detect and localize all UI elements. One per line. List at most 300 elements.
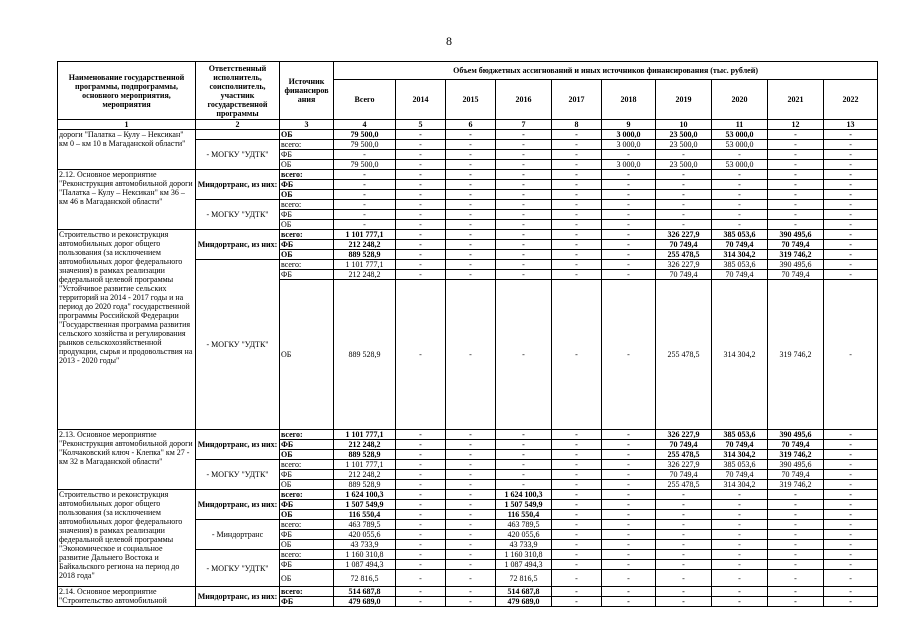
- row-year-value: -: [552, 170, 602, 180]
- row-source: ОБ: [280, 570, 334, 587]
- row-year-value: -: [824, 230, 878, 240]
- row-year-value: -: [712, 500, 768, 510]
- row-year-value: -: [768, 170, 824, 180]
- row-total: 116 550,4: [334, 510, 396, 520]
- row-year-value: 314 304,2: [712, 450, 768, 460]
- row-year-value: -: [396, 130, 446, 140]
- row-year-value: 319 746,2: [768, 480, 824, 490]
- row-year-value: -: [656, 180, 712, 190]
- row-year-value: -: [446, 520, 496, 530]
- column-number: 11: [712, 120, 768, 130]
- row-year-value: 23 500,0: [656, 130, 712, 140]
- row-year-value: -: [396, 210, 446, 220]
- column-number: 7: [496, 120, 552, 130]
- row-year-value: -: [656, 500, 712, 510]
- row-year-value: 514 687,8: [496, 587, 552, 597]
- row-executor: - МОГКУ "УДТК": [196, 140, 280, 170]
- row-source: ФБ: [280, 560, 334, 570]
- row-year-value: -: [656, 520, 712, 530]
- row-year-value: -: [446, 250, 496, 260]
- row-total: 1 624 100,3: [334, 490, 396, 500]
- row-source: всего:: [280, 490, 334, 500]
- row-year-value: -: [396, 150, 446, 160]
- row-year-value: -: [602, 570, 656, 587]
- row-year-value: -: [712, 550, 768, 560]
- row-year-value: -: [446, 210, 496, 220]
- row-year-value: 70 749,4: [768, 440, 824, 450]
- row-year-value: -: [602, 150, 656, 160]
- row-executor: - МОГКУ "УДТК": [196, 200, 280, 230]
- row-year-value: -: [552, 180, 602, 190]
- row-year-value: -: [446, 490, 496, 500]
- row-year-value: -: [552, 160, 602, 170]
- row-year-value: -: [552, 450, 602, 460]
- row-year-value: -: [552, 570, 602, 587]
- row-year-value: 72 816,5: [496, 570, 552, 587]
- row-year-value: -: [446, 450, 496, 460]
- row-year-value: -: [768, 160, 824, 170]
- row-year-value: -: [552, 190, 602, 200]
- column-number: 6: [446, 120, 496, 130]
- row-year-value: -: [824, 270, 878, 280]
- row-year-value: 1 087 494,3: [496, 560, 552, 570]
- row-year-value: -: [824, 180, 878, 190]
- row-year-value: -: [496, 430, 552, 440]
- row-year-value: -: [446, 240, 496, 250]
- row-year-value: 70 749,4: [712, 440, 768, 450]
- header-year: 2017: [552, 80, 602, 120]
- row-year-value: -: [824, 280, 878, 430]
- row-year-value: -: [768, 520, 824, 530]
- row-year-value: -: [602, 597, 656, 607]
- row-year-value: -: [396, 140, 446, 150]
- table-row: [58, 130, 878, 140]
- row-year-value: -: [712, 180, 768, 190]
- row-year-value: -: [712, 490, 768, 500]
- row-year-value: -: [446, 460, 496, 470]
- row-year-value: -: [824, 240, 878, 250]
- row-total: 72 816,5: [334, 570, 396, 587]
- row-year-value: -: [824, 200, 878, 210]
- row-year-value: -: [712, 560, 768, 570]
- row-year-value: -: [396, 460, 446, 470]
- row-total: 79 500,0: [334, 140, 396, 150]
- row-year-value: 385 053,6: [712, 430, 768, 440]
- row-source: ОБ: [280, 480, 334, 490]
- row-year-value: -: [712, 587, 768, 597]
- row-year-value: -: [602, 180, 656, 190]
- row-year-value: -: [396, 190, 446, 200]
- row-year-value: -: [602, 430, 656, 440]
- row-year-value: -: [552, 510, 602, 520]
- row-year-value: -: [824, 160, 878, 170]
- row-total: 889 528,9: [334, 450, 396, 460]
- row-year-value: 255 478,5: [656, 280, 712, 430]
- row-year-value: -: [712, 200, 768, 210]
- row-total: 889 528,9: [334, 480, 396, 490]
- row-year-value: -: [496, 250, 552, 260]
- row-year-value: -: [656, 560, 712, 570]
- row-total: 463 789,5: [334, 520, 396, 530]
- row-year-value: 319 746,2: [768, 280, 824, 430]
- row-year-value: -: [496, 230, 552, 240]
- row-total: -: [334, 210, 396, 220]
- row-year-value: -: [602, 510, 656, 520]
- row-total: 212 248,2: [334, 470, 396, 480]
- row-year-value: -: [446, 530, 496, 540]
- row-source: ФБ: [280, 440, 334, 450]
- row-total: -: [334, 180, 396, 190]
- row-year-value: -: [552, 560, 602, 570]
- row-year-value: -: [552, 587, 602, 597]
- row-year-value: -: [768, 587, 824, 597]
- row-year-value: -: [496, 200, 552, 210]
- row-year-value: -: [824, 520, 878, 530]
- row-year-value: -: [768, 530, 824, 540]
- row-year-value: -: [602, 210, 656, 220]
- row-year-value: -: [446, 540, 496, 550]
- row-year-value: 70 749,4: [656, 240, 712, 250]
- row-year-value: -: [768, 150, 824, 160]
- row-year-value: -: [446, 150, 496, 160]
- row-year-value: -: [496, 460, 552, 470]
- row-year-value: -: [396, 570, 446, 587]
- row-year-value: -: [496, 180, 552, 190]
- row-year-value: -: [768, 190, 824, 200]
- row-year-value: -: [446, 270, 496, 280]
- row-year-value: -: [602, 260, 656, 270]
- row-year-value: 70 749,4: [656, 470, 712, 480]
- row-year-value: -: [712, 530, 768, 540]
- row-year-value: 314 304,2: [712, 250, 768, 260]
- row-source: ФБ: [280, 150, 334, 160]
- row-year-value: -: [552, 200, 602, 210]
- row-executor: - МОГКУ "УДТК": [196, 460, 280, 490]
- row-year-value: -: [552, 210, 602, 220]
- row-year-value: -: [496, 150, 552, 160]
- row-total: -: [334, 200, 396, 210]
- row-year-value: -: [712, 510, 768, 520]
- header-year: 2021: [768, 80, 824, 120]
- row-year-value: -: [496, 240, 552, 250]
- row-year-value: -: [446, 560, 496, 570]
- row-year-value: 53 000,0: [712, 160, 768, 170]
- row-year-value: 70 749,4: [768, 470, 824, 480]
- header-year: 2016: [496, 80, 552, 120]
- row-year-value: -: [552, 280, 602, 430]
- row-executor: Миндортранс, из них:: [196, 490, 280, 520]
- row-year-value: -: [446, 550, 496, 560]
- row-total: 420 055,6: [334, 530, 396, 540]
- row-year-value: -: [712, 220, 768, 230]
- row-total: 889 528,9: [334, 250, 396, 260]
- row-total: 212 248,2: [334, 440, 396, 450]
- row-year-value: -: [824, 530, 878, 540]
- row-source: ОБ: [280, 220, 334, 230]
- column-number: 12: [768, 120, 824, 130]
- row-year-value: -: [712, 570, 768, 587]
- row-year-value: -: [446, 230, 496, 240]
- row-year-value: -: [496, 470, 552, 480]
- row-total: 212 248,2: [334, 270, 396, 280]
- row-year-value: -: [824, 220, 878, 230]
- row-year-value: -: [446, 160, 496, 170]
- row-executor: Миндортранс, из них:: [196, 587, 280, 607]
- row-year-value: -: [446, 597, 496, 607]
- row-source: ОБ: [280, 540, 334, 550]
- row-year-value: -: [824, 490, 878, 500]
- row-source: ФБ: [280, 530, 334, 540]
- row-year-value: -: [602, 520, 656, 530]
- row-source: ОБ: [280, 250, 334, 260]
- row-year-value: -: [712, 597, 768, 607]
- row-year-value: -: [824, 440, 878, 450]
- row-year-value: -: [768, 500, 824, 510]
- row-year-value: -: [446, 470, 496, 480]
- row-year-value: -: [602, 480, 656, 490]
- row-year-value: 319 746,2: [768, 250, 824, 260]
- row-year-value: -: [768, 220, 824, 230]
- row-source: ФБ: [280, 597, 334, 607]
- row-year-value: -: [602, 500, 656, 510]
- row-total: 79 500,0: [334, 160, 396, 170]
- row-total: 1 101 777,1: [334, 230, 396, 240]
- row-year-value: -: [768, 180, 824, 190]
- row-year-value: -: [552, 140, 602, 150]
- row-year-value: -: [712, 520, 768, 530]
- row-year-value: -: [824, 140, 878, 150]
- row-year-value: -: [396, 500, 446, 510]
- row-year-value: -: [396, 510, 446, 520]
- row-total: -: [334, 220, 396, 230]
- row-year-value: -: [768, 490, 824, 500]
- row-total: 1 101 777,1: [334, 460, 396, 470]
- row-year-value: -: [446, 170, 496, 180]
- column-number: 2: [196, 120, 280, 130]
- row-year-value: -: [602, 530, 656, 540]
- row-total: 1 101 777,1: [334, 430, 396, 440]
- row-year-value: 385 053,6: [712, 260, 768, 270]
- row-year-value: -: [824, 210, 878, 220]
- row-year-value: -: [602, 450, 656, 460]
- row-year-value: -: [656, 570, 712, 587]
- row-year-value: -: [552, 440, 602, 450]
- row-source: всего:: [280, 260, 334, 270]
- row-year-value: -: [396, 160, 446, 170]
- header-year: 2022: [824, 80, 878, 120]
- row-year-value: -: [446, 140, 496, 150]
- row-year-value: 1 160 310,8: [496, 550, 552, 560]
- row-year-value: -: [446, 190, 496, 200]
- row-year-value: -: [768, 140, 824, 150]
- page-number: 8: [446, 34, 452, 48]
- row-year-value: -: [396, 280, 446, 430]
- row-year-value: 314 304,2: [712, 280, 768, 430]
- row-source: всего:: [280, 587, 334, 597]
- row-year-value: -: [396, 520, 446, 530]
- row-year-value: 390 495,6: [768, 230, 824, 240]
- row-year-value: -: [396, 170, 446, 180]
- row-year-value: -: [496, 450, 552, 460]
- row-year-value: 390 495,6: [768, 430, 824, 440]
- row-year-value: -: [496, 140, 552, 150]
- row-executor: Миндортранс, из них:: [196, 170, 280, 200]
- row-total: -: [334, 170, 396, 180]
- table-row: [58, 230, 878, 240]
- row-source: всего:: [280, 170, 334, 180]
- row-source: ФБ: [280, 470, 334, 480]
- row-year-value: -: [824, 480, 878, 490]
- row-year-value: -: [824, 587, 878, 597]
- column-number: 1: [58, 120, 196, 130]
- row-year-value: -: [602, 230, 656, 240]
- row-total: 1 101 777,1: [334, 260, 396, 270]
- header-name: Наименование государственной программы, подпрограммы, основного мероприятия, мероприятия: [58, 62, 196, 120]
- row-executor: - Миндортранс: [196, 520, 280, 550]
- row-year-value: -: [496, 210, 552, 220]
- row-year-value: -: [824, 510, 878, 520]
- header-year: 2020: [712, 80, 768, 120]
- row-executor: - МОГКУ "УДТК": [196, 260, 280, 430]
- row-year-value: -: [656, 597, 712, 607]
- row-source: ОБ: [280, 280, 334, 430]
- row-year-value: -: [602, 220, 656, 230]
- row-year-value: -: [824, 560, 878, 570]
- row-year-value: -: [496, 480, 552, 490]
- row-year-value: -: [656, 170, 712, 180]
- row-year-value: -: [824, 550, 878, 560]
- row-year-value: -: [446, 180, 496, 190]
- row-year-value: -: [552, 270, 602, 280]
- row-name: 2.13. Основное мероприятие "Реконструкция автомобильной дороги "Колчаковский ключ - Клепка" км 27 - км 32 в Магаданской области": [58, 430, 196, 490]
- row-year-value: -: [396, 530, 446, 540]
- row-year-value: -: [446, 130, 496, 140]
- row-year-value: -: [396, 220, 446, 230]
- row-year-value: -: [446, 220, 496, 230]
- row-total: 1 087 494,3: [334, 560, 396, 570]
- row-year-value: -: [446, 587, 496, 597]
- row-year-value: -: [712, 540, 768, 550]
- row-year-value: -: [552, 480, 602, 490]
- row-source: всего:: [280, 230, 334, 240]
- row-year-value: -: [602, 470, 656, 480]
- row-year-value: 70 749,4: [768, 240, 824, 250]
- row-year-value: 3 000,0: [602, 130, 656, 140]
- row-year-value: -: [824, 130, 878, 140]
- row-year-value: -: [552, 597, 602, 607]
- row-year-value: 255 478,5: [656, 450, 712, 460]
- header-executor: Ответственный исполнитель, соисполнитель, участник государственной программы: [196, 62, 280, 120]
- row-year-value: -: [768, 210, 824, 220]
- row-year-value: -: [496, 190, 552, 200]
- row-year-value: -: [396, 587, 446, 597]
- row-year-value: 255 478,5: [656, 480, 712, 490]
- row-year-value: -: [446, 570, 496, 587]
- row-year-value: 70 749,4: [768, 270, 824, 280]
- row-name: Строительство и реконструкция автомобильных дорог общего пользования (за исключением автомобильных дорог федерального значения) в рамках реализации федеральной целевой программы "Экономическое и социальное развитие Дальнего Востока и Байкальского региона на период до 2018 года": [58, 490, 196, 587]
- row-year-value: -: [824, 597, 878, 607]
- row-source: ФБ: [280, 180, 334, 190]
- row-year-value: -: [824, 250, 878, 260]
- row-year-value: 1 624 100,3: [496, 490, 552, 500]
- row-year-value: -: [602, 190, 656, 200]
- row-year-value: -: [396, 250, 446, 260]
- row-year-value: -: [656, 220, 712, 230]
- row-source: ФБ: [280, 500, 334, 510]
- row-year-value: -: [446, 280, 496, 430]
- row-year-value: -: [396, 560, 446, 570]
- row-year-value: -: [396, 450, 446, 460]
- row-year-value: -: [824, 570, 878, 587]
- row-year-value: -: [496, 160, 552, 170]
- row-year-value: -: [602, 250, 656, 260]
- row-source: ОБ: [280, 510, 334, 520]
- row-year-value: 23 500,0: [656, 140, 712, 150]
- row-source: всего:: [280, 430, 334, 440]
- row-source: ОБ: [280, 160, 334, 170]
- row-executor: [196, 130, 280, 140]
- row-source: ОБ: [280, 450, 334, 460]
- header-year: 2018: [602, 80, 656, 120]
- row-year-value: -: [768, 130, 824, 140]
- row-year-value: 70 749,4: [712, 470, 768, 480]
- row-year-value: -: [768, 560, 824, 570]
- row-source: ОБ: [280, 190, 334, 200]
- row-year-value: 390 495,6: [768, 260, 824, 270]
- row-name: дороги "Палатка – Кулу – Нексикан" км 0 – км 10 в Магаданской области": [58, 130, 196, 170]
- row-year-value: 479 689,0: [496, 597, 552, 607]
- row-total: 889 528,9: [334, 280, 396, 430]
- row-year-value: -: [824, 150, 878, 160]
- row-year-value: 70 749,4: [712, 240, 768, 250]
- row-year-value: -: [396, 430, 446, 440]
- table-row: [58, 170, 878, 180]
- row-year-value: -: [712, 170, 768, 180]
- row-year-value: -: [768, 510, 824, 520]
- row-year-value: -: [496, 170, 552, 180]
- row-year-value: -: [396, 180, 446, 190]
- row-year-value: -: [602, 460, 656, 470]
- row-year-value: -: [396, 200, 446, 210]
- row-year-value: -: [656, 190, 712, 200]
- row-year-value: 326 227,9: [656, 430, 712, 440]
- row-year-value: 70 749,4: [712, 270, 768, 280]
- row-year-value: 326 227,9: [656, 260, 712, 270]
- row-year-value: -: [824, 260, 878, 270]
- row-executor: Миндортранс, из них:: [196, 430, 280, 460]
- row-year-value: -: [446, 500, 496, 510]
- table-row: [58, 430, 878, 440]
- row-year-value: -: [446, 200, 496, 210]
- row-year-value: 43 733,9: [496, 540, 552, 550]
- row-year-value: -: [396, 240, 446, 250]
- row-year-value: -: [552, 150, 602, 160]
- row-year-value: -: [552, 260, 602, 270]
- row-year-value: 385 053,6: [712, 230, 768, 240]
- row-year-value: -: [552, 500, 602, 510]
- row-year-value: -: [656, 540, 712, 550]
- column-number: 3: [280, 120, 334, 130]
- row-year-value: 70 749,4: [656, 270, 712, 280]
- row-year-value: -: [712, 150, 768, 160]
- row-year-value: -: [602, 490, 656, 500]
- row-year-value: -: [552, 540, 602, 550]
- row-year-value: -: [602, 240, 656, 250]
- row-year-value: 314 304,2: [712, 480, 768, 490]
- row-year-value: -: [824, 170, 878, 180]
- header-source: Источник финансиров ания: [280, 62, 334, 120]
- row-year-value: 385 053,6: [712, 460, 768, 470]
